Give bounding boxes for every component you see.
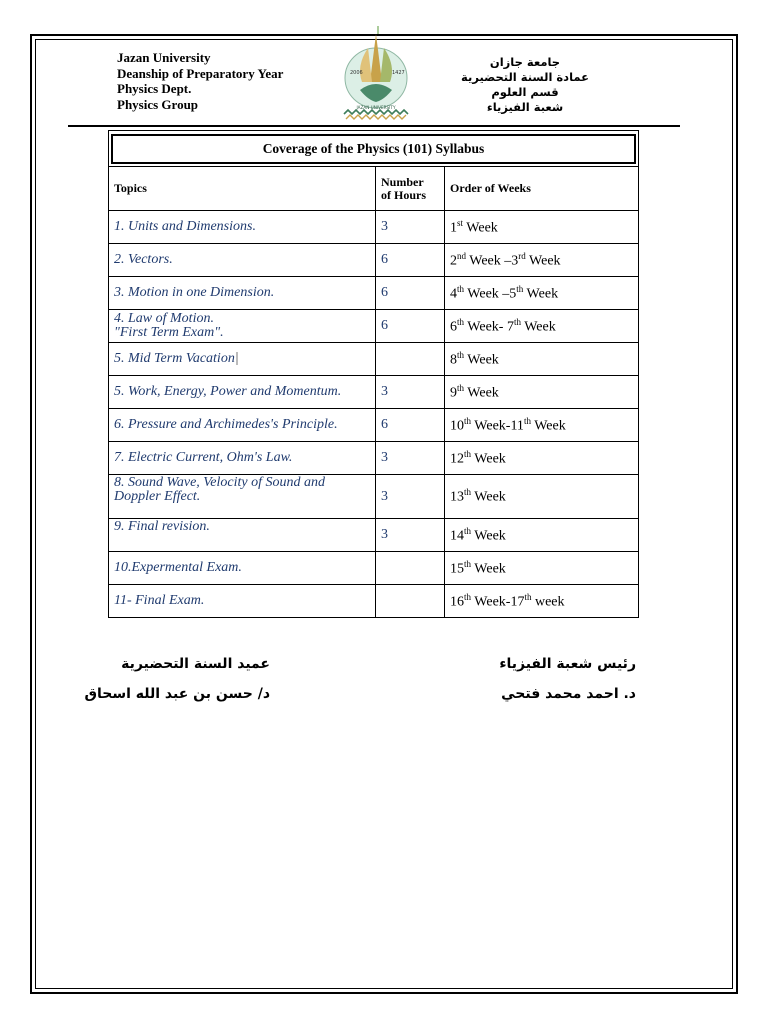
hours-cell: 3 — [376, 376, 445, 409]
week-text: Week — [523, 286, 559, 302]
ordinal-suffix: th — [516, 283, 524, 294]
topic-text-line2: Doppler Effect. — [114, 489, 201, 504]
table-title-cell — [109, 131, 639, 167]
week-cell — [445, 211, 639, 244]
topic-cell — [109, 376, 376, 409]
week-text: Week-11 — [471, 418, 524, 434]
header-english — [117, 50, 283, 112]
week-text: 4 — [450, 286, 457, 302]
table-row — [109, 277, 639, 310]
week-cell — [445, 585, 639, 618]
week-text: 6 — [450, 319, 457, 335]
topic-text-span: 4. Law of Motion. — [114, 311, 214, 326]
ordinal-suffix: nd — [457, 250, 466, 261]
logo-year-left: 2006 — [350, 70, 363, 76]
week-cell — [445, 442, 639, 475]
ordinal-suffix: th — [457, 283, 465, 294]
week-text: 12 — [450, 451, 464, 467]
hours-cell: 3 — [376, 519, 445, 552]
week-cell — [445, 519, 639, 552]
topic-cell — [109, 475, 376, 519]
week-text: Week — [463, 220, 498, 236]
physics-head-title: رئيس شعبة الفيزياء — [499, 656, 636, 672]
hours-cell: 3 — [376, 475, 445, 519]
header-line-ar: قسم العلوم — [491, 85, 559, 99]
week-cell — [445, 343, 639, 376]
week-cell — [445, 244, 639, 277]
topic-text-span: 5. Mid Term Vacation — [114, 351, 235, 366]
week-text: week — [531, 594, 565, 610]
topic-cell — [109, 310, 376, 343]
table-row — [109, 244, 639, 277]
header-line-ar: جامعة جازان — [489, 55, 561, 69]
dean-title: عميد السنة التحضيرية — [121, 656, 270, 672]
topic-text-span: 1. Units and Dimensions. — [114, 219, 256, 234]
hours-cell: 6 — [376, 244, 445, 277]
week-text: 14 — [450, 528, 464, 544]
topic-cell — [109, 552, 376, 585]
table-title: Coverage of the Physics (101) Syllabus — [111, 134, 636, 164]
week-text: 9 — [450, 385, 457, 401]
week-text: 10 — [450, 418, 464, 434]
header-hours-line2: of Hours — [381, 187, 426, 202]
hours-cell: 6 — [376, 310, 445, 343]
table-row — [109, 442, 639, 475]
header-topics: Topics — [109, 167, 376, 211]
ordinal-suffix: st — [457, 217, 464, 228]
ordinal-suffix: th — [513, 316, 521, 327]
topic-text — [114, 476, 370, 490]
topic-text-span: 10.Expermental Exam. — [114, 560, 242, 575]
week-cell — [445, 552, 639, 585]
header-line: Deanship of Preparatory Year — [117, 65, 284, 81]
week-cell — [445, 277, 639, 310]
header-line-ar: شعبة الفيزياء — [486, 100, 564, 114]
topic-text — [114, 451, 370, 465]
ordinal-suffix: rd — [518, 250, 526, 261]
ordinal-suffix: th — [464, 591, 472, 602]
topic-cell — [109, 211, 376, 244]
week-cell — [445, 475, 639, 519]
topic-text — [114, 220, 370, 234]
topic-text — [114, 418, 370, 432]
ordinal-suffix: th — [523, 415, 531, 426]
header-hours — [376, 167, 445, 211]
header-line-ar: عمادة السنة التحضيرية — [461, 70, 589, 84]
ordinal-suffix: th — [457, 382, 465, 393]
week-text: Week — [530, 418, 566, 434]
hours-cell: 3 — [376, 211, 445, 244]
topic-cell — [109, 343, 376, 376]
week-text: Week — [464, 385, 499, 401]
text-cursor-icon — [236, 352, 238, 365]
table-row — [109, 552, 639, 585]
table-row — [109, 585, 639, 618]
table-header-row — [109, 167, 639, 211]
topic-cell — [109, 277, 376, 310]
table-row — [109, 376, 639, 409]
topic-text — [114, 286, 370, 300]
ordinal-suffix: th — [457, 316, 465, 327]
week-text: Week — [520, 319, 556, 335]
university-logo — [336, 26, 416, 122]
table-row — [109, 310, 639, 343]
topic-text — [114, 312, 370, 326]
table-row — [109, 475, 639, 519]
week-text: 15 — [450, 561, 464, 577]
week-text: Week –5 — [464, 286, 517, 302]
hours-cell — [376, 343, 445, 376]
topic-text-span: 6. Pressure and Archimedes's Principle. — [114, 417, 338, 432]
topic-text-span: 5. Work, Energy, Power and Momentum. — [114, 384, 342, 399]
week-text: Week — [471, 489, 506, 505]
header-line: Physics Dept. — [117, 81, 192, 96]
table-row — [109, 211, 639, 244]
hours-cell — [376, 552, 445, 585]
topic-text-line2: "First Term Exam". — [114, 325, 224, 340]
week-text: 16 — [450, 594, 464, 610]
week-text: Week — [471, 451, 506, 467]
logo-caption: JAZAN UNIVERSITY — [356, 105, 396, 110]
topic-cell — [109, 442, 376, 475]
week-text: 8 — [450, 352, 457, 368]
week-text: Week — [525, 253, 561, 269]
hours-cell: 6 — [376, 409, 445, 442]
header-weeks: Order of Weeks — [445, 167, 639, 211]
week-text: 13 — [450, 489, 464, 505]
header-arabic — [450, 55, 600, 115]
hours-cell — [376, 585, 445, 618]
topic-text — [114, 253, 370, 267]
ordinal-suffix: th — [464, 558, 472, 569]
topic-text-span: 9. Final revision. — [114, 519, 210, 534]
week-text: Week –3 — [466, 253, 519, 269]
week-text: Week- 7 — [464, 319, 514, 335]
ordinal-suffix: th — [524, 591, 532, 602]
header-divider — [68, 125, 680, 127]
week-cell — [445, 310, 639, 343]
ordinal-suffix: th — [464, 415, 472, 426]
topic-cell — [109, 244, 376, 277]
ordinal-suffix: th — [464, 525, 472, 536]
topic-text — [114, 561, 370, 575]
physics-head-name: د. احمد محمد فتحي — [501, 686, 636, 702]
logo-year-right: 1427 — [392, 70, 405, 76]
ordinal-suffix: th — [464, 448, 472, 459]
header-line: Jazan University — [117, 50, 211, 65]
topic-text-span: 8. Sound Wave, Velocity of Sound and — [114, 475, 326, 490]
topic-text — [114, 352, 370, 366]
week-text: 1 — [450, 220, 457, 236]
topic-text-span: 11- Final Exam. — [114, 593, 205, 608]
topic-text — [114, 594, 370, 608]
topic-cell — [109, 519, 376, 552]
week-text: Week — [464, 352, 499, 368]
topic-text-span: 2. Vectors. — [114, 252, 173, 267]
dean-name: د/ حسن بن عبد الله اسحاق — [84, 686, 270, 702]
week-text: Week-17 — [471, 594, 525, 610]
ordinal-suffix: th — [464, 487, 472, 498]
hours-cell: 3 — [376, 442, 445, 475]
week-text: Week — [471, 561, 506, 577]
week-text: 2 — [450, 253, 457, 269]
topic-cell — [109, 409, 376, 442]
hours-cell: 6 — [376, 277, 445, 310]
topic-cell — [109, 585, 376, 618]
syllabus-table — [108, 130, 639, 618]
topic-text — [114, 385, 370, 399]
header-hours-line1: Number — [381, 174, 424, 189]
topic-text — [114, 520, 370, 534]
week-cell — [445, 409, 639, 442]
table-row — [109, 343, 639, 376]
header-line: Physics Group — [117, 96, 199, 112]
ordinal-suffix: th — [457, 349, 465, 360]
week-text: Week — [471, 528, 506, 544]
table-row — [109, 409, 639, 442]
topic-text-span: 7. Electric Current, Ohm's Law. — [114, 450, 293, 465]
week-cell — [445, 376, 639, 409]
topic-text-span: 3. Motion in one Dimension. — [114, 285, 275, 300]
table-row — [109, 519, 639, 552]
